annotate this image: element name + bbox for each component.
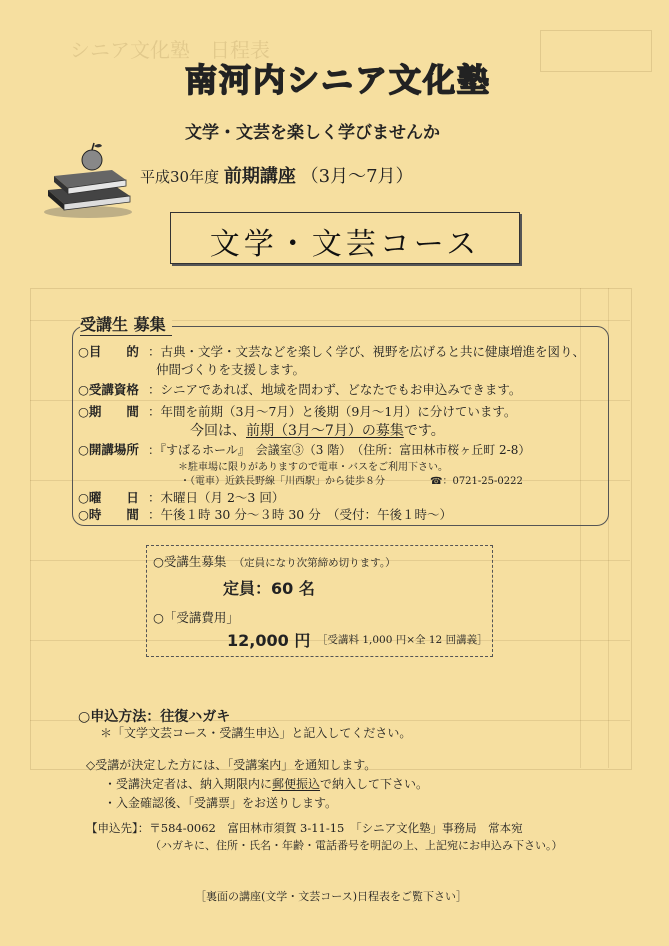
- venue-tel: ☎：0721-25-0222: [430, 476, 523, 487]
- fee-label: ○「受講費用」: [153, 610, 239, 625]
- venue-value: ：『すばるホール』 会議室③（3 階） （住所：富田林市桜ヶ丘町 2-8）: [148, 443, 531, 457]
- purpose-row: [78, 342, 585, 360]
- capacity: 定員：60 名: [223, 579, 315, 598]
- recruit-line: [153, 552, 396, 570]
- recruit-note: （定員になり次第締め切ります。）: [238, 557, 396, 569]
- purpose-line2: 仲間づくりを支援します。: [156, 362, 306, 377]
- bleed-through-title: シニア文化塾: [70, 38, 190, 62]
- period-row: [78, 402, 516, 420]
- ticket-notice: ・入金確認後、「受講票」をお送りします。: [104, 796, 338, 810]
- time-label: ○時 間: [78, 507, 139, 522]
- time-row: [78, 505, 452, 523]
- day-label-text: 曜 日: [88, 490, 139, 505]
- period-note: [190, 420, 445, 440]
- address-note: （ハガキに、住所・氏名・年齢・電話番号を明記の上、上記宛にお申込み下さい。）: [150, 839, 563, 852]
- eligibility-value: ：シニアであれば、地域を問わず、どなたでもお申込みできます。: [148, 382, 522, 397]
- purpose-value: ：古典・文学・文芸などを楽しく学び、視野を広げると共に健康増進を図り、: [148, 344, 586, 359]
- footer-note: ［裏面の講座(文学・文芸コース)日程表をご覧下さい］: [195, 890, 468, 903]
- fee-box: [146, 545, 493, 657]
- page-title: 南河内シニア文化塾: [185, 61, 492, 99]
- period-label: ○期 間: [78, 404, 139, 419]
- payment-instruction: [104, 775, 428, 792]
- period-value: ：年間を前期（3月〜7月）と後期（9月〜1月）に分けています。: [148, 404, 517, 419]
- payment-post: で納入して下さい。: [320, 777, 429, 791]
- term-year: 平成30年度: [140, 168, 220, 186]
- time-value: ：午後１時 30 分〜３時 30 分 （受付：午後１時〜）: [148, 507, 452, 522]
- acceptance-notice: ◇受講が決定した方には、「受講案内」を通知します。: [86, 758, 377, 772]
- venue-label-text: 開講場所: [88, 442, 139, 457]
- books-with-apple-illustration: [42, 140, 134, 220]
- bleed-through-schedule: 日程表: [210, 38, 270, 62]
- application-note: ＊「文学文芸コース・受講生申込」と記入してください。: [100, 726, 412, 740]
- recruit-label: ○受講生募集: [153, 554, 227, 569]
- eligibility-row: [78, 380, 521, 398]
- subtitle: 文学・文芸を楽しく学びませんか: [185, 123, 440, 143]
- period-note-pre: 今回は、: [190, 423, 246, 439]
- application-heading: ○申込方法：往復ハガキ: [78, 709, 231, 725]
- term-course: 前期講座: [223, 166, 296, 187]
- application-address: 【申込先】：〒584-0062 富田林市須賀 3-11-15 「シニア文化塾」事務局 常本宛: [86, 821, 523, 835]
- bleed-through-box: [540, 30, 652, 72]
- period-note-underlined: 前期（3月〜7月）の募集: [246, 423, 404, 439]
- venue-label: ○開講場所: [78, 442, 139, 457]
- eligibility-label-text: 受講資格: [88, 382, 139, 397]
- recruit-heading: 受講生 募集: [80, 312, 172, 336]
- venue-note-parking: ＊駐車場に限りがありますので電車・バスをご利用下さい。: [178, 462, 448, 473]
- fee-detail: ［受講料 1,000 円×全 12 回講義］: [317, 634, 488, 646]
- course-title-box: [170, 212, 520, 264]
- fee-amount: 12,000 円: [227, 631, 311, 650]
- day-value: ：木曜日（月 2〜3 回）: [148, 490, 285, 505]
- payment-method: 郵便振込: [272, 777, 321, 791]
- venue-note-train: ・（電車）近鉄長野線「川西駅」から徒歩８分: [180, 476, 385, 487]
- day-label: ○曜 日: [78, 490, 139, 505]
- payment-pre: ・受講決定者は、納入期限内に: [104, 777, 273, 791]
- purpose-label-text: 目 的: [88, 344, 139, 359]
- period-label-text: 期 間: [88, 404, 139, 419]
- period-note-post: です。: [403, 423, 445, 439]
- purpose-label: ○目 的: [78, 344, 139, 359]
- course-title: 文学・文芸コース: [209, 227, 481, 262]
- term-line: [140, 162, 414, 188]
- eligibility-label: ○受講資格: [78, 382, 139, 397]
- time-label-text: 時 間: [88, 507, 139, 522]
- day-row: [78, 488, 284, 506]
- venue-row: [78, 440, 530, 458]
- term-months: （3月〜7月）: [300, 166, 414, 187]
